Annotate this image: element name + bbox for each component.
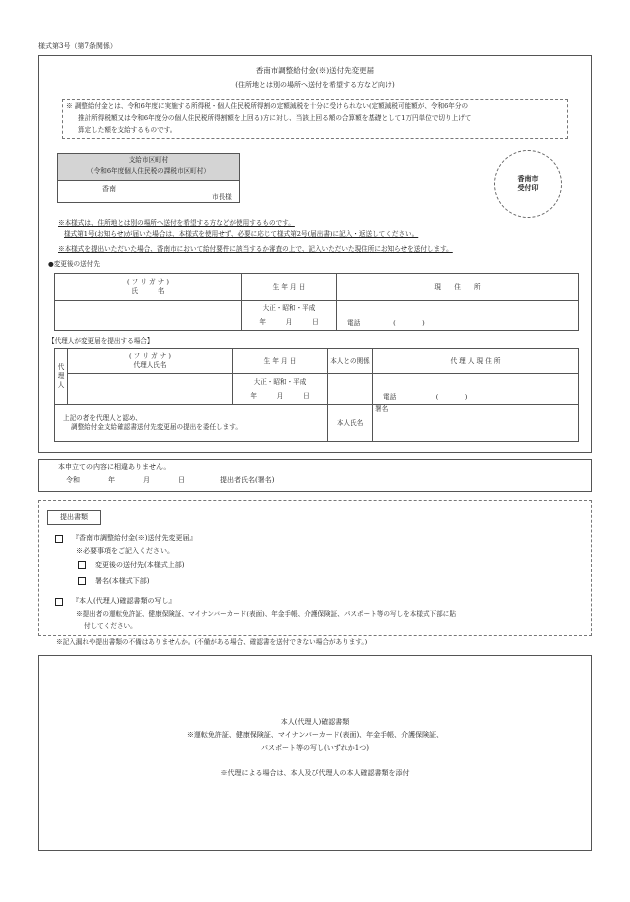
dob-label: 生 年 月 日 [242, 274, 337, 301]
attach-line-1: 本人(代理人)確認書類 [280, 718, 350, 726]
proxy-name-label: 代理人氏名 [133, 361, 167, 369]
notice-2: 様式第1号(お知らせ)が届いた場合は、本様式を使用せず、必要に応じて様式第2号(届出書)に記入・返送してください。 [64, 230, 419, 238]
address-label: 現 住 所 [337, 274, 579, 301]
dob-field[interactable] [242, 301, 337, 331]
doc-item-2-note-1: ※提出者の運転免許証、健康保険証、マイナンバーカード(表面)、年金手帳、介護保険証、パスポート等の写しを本様式下部に貼 [76, 610, 456, 618]
definition-note-line-3: 算定した額を支給するものです。 [78, 126, 177, 134]
proxy-phone-label: 電話 ( ) [383, 393, 468, 402]
era-options: 大正・昭和・平成 [262, 304, 316, 313]
signature-field[interactable] [373, 405, 579, 442]
proxy-address-field[interactable] [373, 374, 579, 405]
doc-item-2: 『本人(代理人)確認書類の写し』 [72, 597, 176, 605]
delegation-line-1: 上記の者を代理人と認め、 [63, 414, 142, 423]
section1-heading: ●変更後の送付先 [48, 260, 100, 268]
declaration-line-1: 本申立ての内容に相違ありません。 [58, 463, 171, 471]
notice-1: ※本様式は、住所地とは別の場所へ送付を希望する方などが使用するものです。 [58, 219, 295, 227]
address-field[interactable] [337, 301, 579, 331]
checkbox-id-copy[interactable] [55, 598, 63, 606]
name-label: 氏 名 [131, 287, 165, 295]
furigana-label: ( フ リ ガ ナ ) [127, 278, 169, 287]
proxy-furigana-label: ( フ リ ガ ナ ) [129, 352, 171, 361]
doc-item-1-note: ※必要事項をご記入ください。 [76, 547, 174, 555]
proxy-era-options: 大正・昭和・平成 [253, 377, 307, 386]
signature-label: 署名 [375, 405, 389, 413]
proxy-table [54, 348, 579, 442]
doc-sub-1: 変更後の送付先(本様式上部) [95, 561, 185, 569]
form-title: 香南市調整給付金(※)送付先変更届 [255, 66, 375, 75]
section2-heading: 【代理人が変更届を提出する場合】 [48, 337, 154, 345]
municipality-header-2: （令和6年度個人住民税の課税市区町村） [87, 167, 210, 175]
delegation-line-2: 調整給付金支給確認書送付先変更届の提出を委任します。 [71, 423, 242, 431]
relation-field[interactable] [328, 374, 373, 405]
final-note: ※記入漏れや提出書類の不備はありませんか。(不備がある場合、確認書を送付できない場合があります。) [56, 638, 368, 646]
destination-table [54, 273, 579, 331]
proxy-name-header [68, 349, 233, 374]
attach-line-2: ※運転免許証、健康保険証、マイナンバーカード(表面)、年金手帳、介護保険証、 [186, 731, 444, 739]
checkbox-form[interactable] [55, 535, 63, 543]
phone-label: 電話 ( ) [347, 319, 425, 328]
definition-note-line-2: 推計所得税額又は令和6年度分の個人住民税所得割額を上回る)方に対し、当該上回る額の合算額を基礎として1万円単位で切り上げて [78, 114, 472, 122]
date-format: 年 月 日 [259, 318, 319, 326]
doc-sub-2: 署名(本様式下部) [95, 577, 150, 585]
definition-note-line-1: ※ 調整給付金とは、令和6年度に実施する所得税・個人住民税所得割の定額減税を十分に受けられない(定額減税可能額が、令和6年分の [66, 102, 469, 110]
checkbox-destination[interactable] [78, 561, 86, 569]
name-field[interactable] [55, 301, 242, 331]
attach-line-3: パスポート等の写し(いずれか1つ) [261, 744, 369, 752]
proxy-dob-label: 生 年 月 日 [233, 349, 328, 374]
delegation-cell [55, 405, 328, 442]
relation-label: 本人との関係 [328, 349, 373, 374]
checkbox-signature[interactable] [78, 577, 86, 585]
form-number: 様式第3号（第7条関係） [38, 42, 117, 50]
attach-line-4: ※代理による場合は、本人及び代理人の本人確認書類を添付 [220, 769, 410, 777]
form-subtitle: (住所地とは別の場所へ送付を希望する方など向け) [235, 81, 395, 89]
declaration-line-2[interactable]: 令和 年 月 日 提出者氏名(署名) [66, 476, 275, 484]
proxy-address-label: 代 理 人 現 住 所 [373, 349, 579, 374]
doc-item-2-note-2: 付してください。 [84, 622, 137, 630]
proxy-side-label: 代理人 [55, 349, 68, 405]
receipt-stamp [494, 150, 562, 218]
proxy-dob-field[interactable] [233, 374, 328, 405]
stamp-line-2: 受付印 [517, 184, 539, 192]
principal-name-label: 本人氏名 [328, 405, 373, 442]
municipality-header-1: 支給市区町村 [128, 156, 169, 164]
notice-3: ※本様式を提出いただいた場合、香南市において給付要件に該当するか審査の上で、記入いただいた現住所にお知らせを送付します。 [58, 245, 453, 253]
proxy-date-format: 年 月 日 [250, 391, 310, 400]
stamp-line-1: 香南市 [517, 174, 539, 183]
documents-heading: 提出書類 [60, 513, 88, 521]
municipality-suffix: 市長様 [212, 193, 232, 201]
proxy-name-field[interactable] [68, 374, 233, 405]
name-header-cell [55, 274, 242, 301]
doc-item-1: 『香南市調整給付金(※)送付先変更届』 [72, 534, 197, 542]
municipality-name: 香南 [102, 185, 116, 193]
